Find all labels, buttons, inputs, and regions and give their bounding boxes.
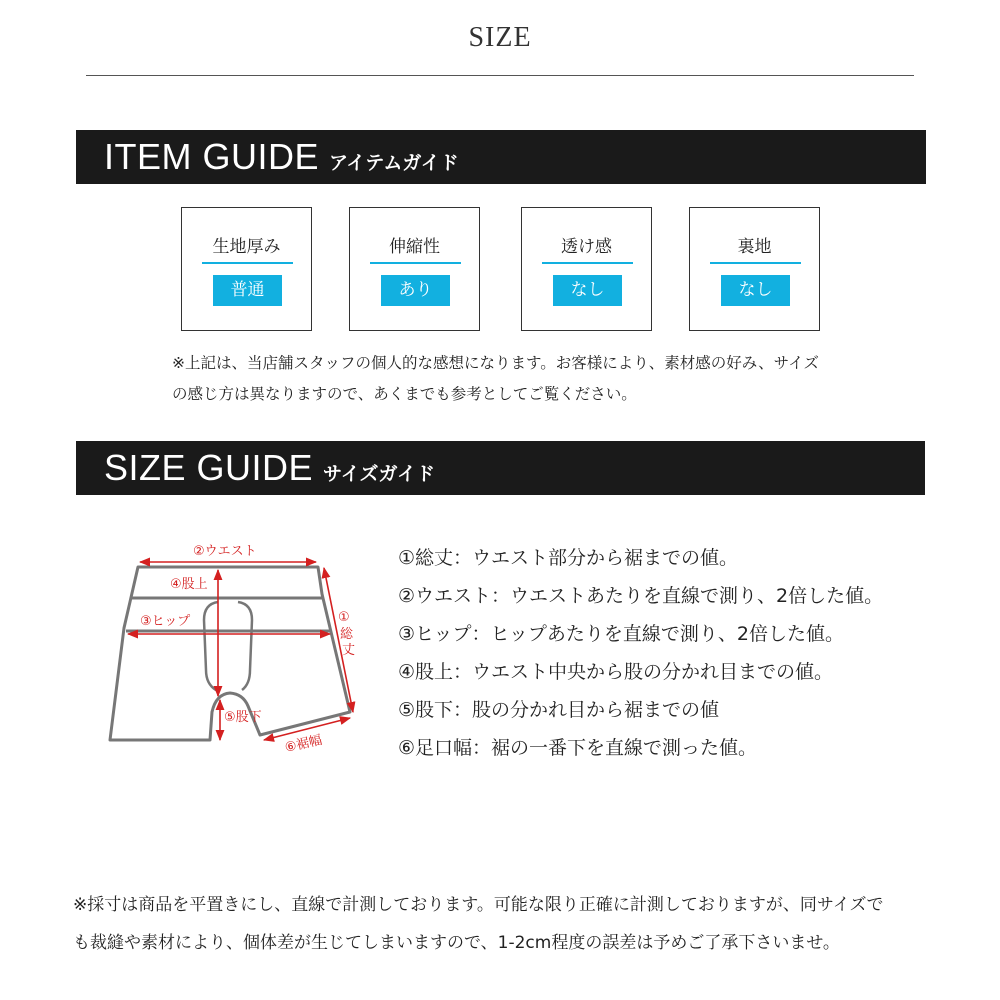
guide-card-stretch [349, 207, 480, 331]
guide-card-thickness [181, 207, 312, 331]
definition-item: ⑥足口幅：裾の一番下を直線で測った値。 [398, 737, 758, 759]
boxer-front-panel [204, 602, 252, 690]
size-guide-subtitle: サイズガイド [323, 463, 435, 485]
definition-item: ④股上：ウエスト中央から股の分かれ目までの値。 [398, 661, 834, 683]
item-guide-title: ITEM GUIDE [104, 136, 320, 177]
length-label-number: ① [338, 610, 350, 625]
guide-card-value: あり [381, 275, 450, 306]
guide-card-value: なし [721, 275, 790, 306]
guide-card-label: 生地厚み [212, 237, 281, 257]
footer-note-line: も裁縫や素材により、個体差が生じてしまいますので、1-2cm程度の誤差は予めご了承下さいませ。 [73, 933, 840, 953]
definition-item: ③ヒップ：ヒップあたりを直線で測り、2倍した値。 [398, 623, 844, 645]
guide-card-label: 裏地 [737, 237, 772, 257]
footer-note-line: ※採寸は商品を平置きにし、直線で計測しております。可能な限り正確に計測しておりますが、同サイズで [73, 895, 884, 915]
item-guide-note-line: の感じ方は異なりますので、あくまでも参考としてご覧ください。 [172, 385, 637, 403]
definition-item: ⑤股下：股の分かれ目から裾までの値 [398, 699, 720, 721]
length-label-char: 丈 [342, 643, 356, 658]
guide-card-underline [370, 262, 461, 264]
guide-card-value: なし [553, 275, 622, 306]
inseam-label: ⑤股下 [224, 710, 262, 725]
page-title: SIZE [468, 22, 532, 53]
guide-card-label: 伸縮性 [389, 237, 440, 257]
guide-card-lining [689, 207, 820, 331]
boxer-measurement-diagram [100, 530, 370, 760]
guide-card-underline [202, 262, 293, 264]
waist-label: ②ウエスト [193, 544, 257, 559]
hem-label: ⑥裾幅 [283, 732, 324, 756]
item-guide-note-line: ※上記は、当店舗スタッフの個人的な感想になります。お客様により、素材感の好み、サイズ [172, 354, 819, 372]
guide-card-underline [710, 262, 801, 264]
hip-label: ③ヒップ [140, 614, 191, 629]
item-guide-subtitle: アイテムガイド [329, 152, 459, 174]
rise-label: ④股上 [170, 577, 208, 592]
definition-item: ①総丈：ウエスト部分から裾までの値。 [398, 547, 739, 569]
item-guide-header [76, 130, 926, 184]
size-guide-header [76, 441, 925, 495]
size-guide-title: SIZE GUIDE [104, 447, 314, 488]
length-label-char: 総 [340, 627, 354, 642]
guide-card-sheerness [521, 207, 652, 331]
definition-item: ②ウエスト：ウエストあたりを直線で測り、2倍した値。 [398, 585, 884, 607]
guide-card-underline [542, 262, 633, 264]
guide-card-label: 透け感 [561, 237, 612, 257]
guide-card-value: 普通 [213, 275, 282, 306]
title-divider [86, 75, 914, 76]
